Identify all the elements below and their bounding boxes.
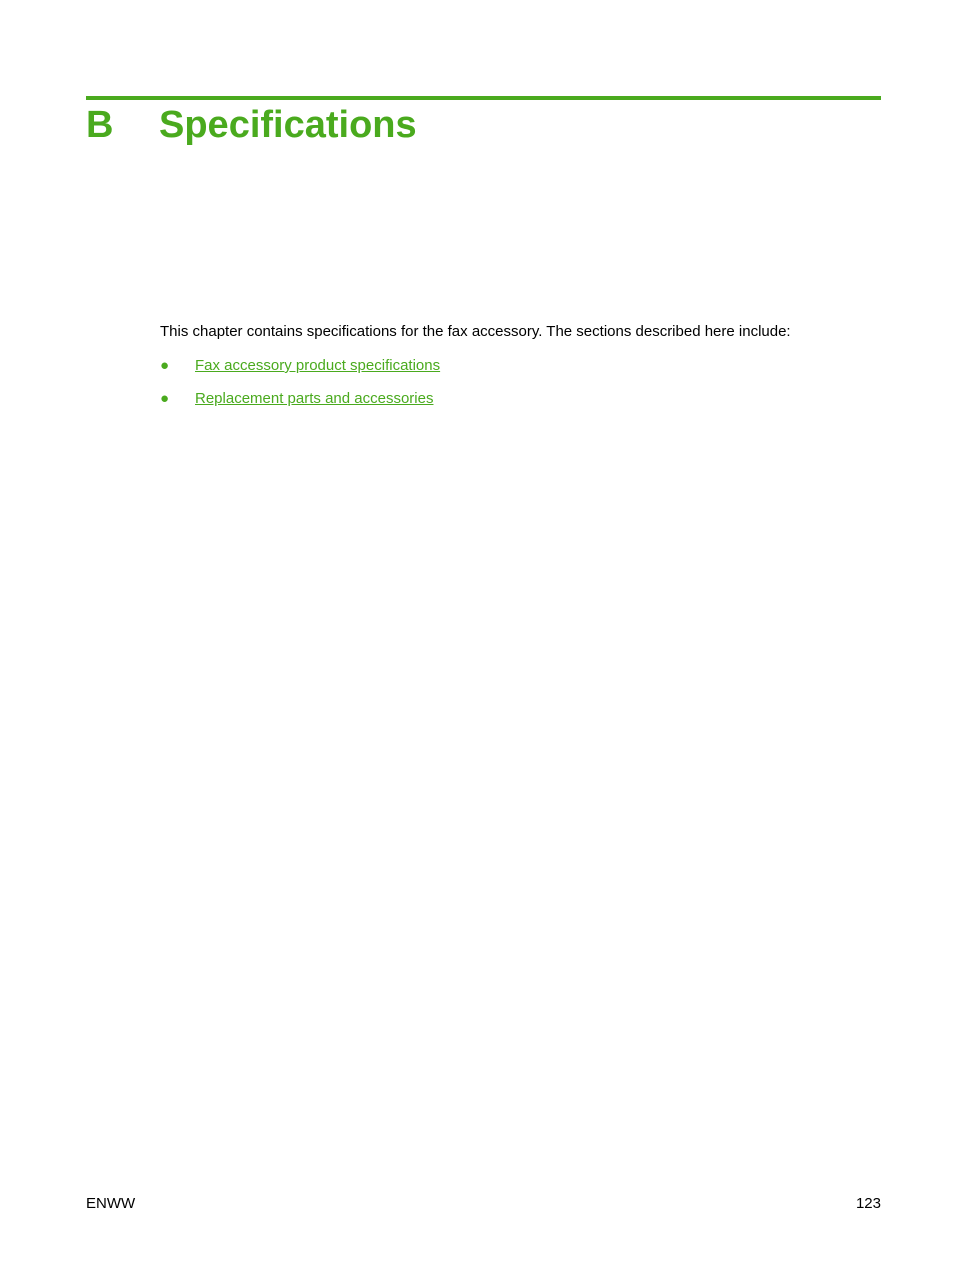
intro-paragraph: This chapter contains specifications for the fax accessory. The sections described here include:: [160, 323, 791, 340]
bullet-icon: ●: [160, 390, 170, 407]
link-replacement-parts-and-accessories[interactable]: Replacement parts and accessories: [195, 390, 434, 407]
chapter-letter: B: [86, 104, 114, 146]
chapter-header-rule: [86, 96, 881, 100]
page-number: 123: [855, 1195, 881, 1212]
footer-locale-code: ENWW: [86, 1195, 136, 1212]
chapter-title: Specifications: [159, 104, 417, 146]
link-fax-accessory-product-specifications[interactable]: Fax accessory product specifications: [195, 357, 441, 374]
bullet-icon: ●: [160, 357, 170, 374]
